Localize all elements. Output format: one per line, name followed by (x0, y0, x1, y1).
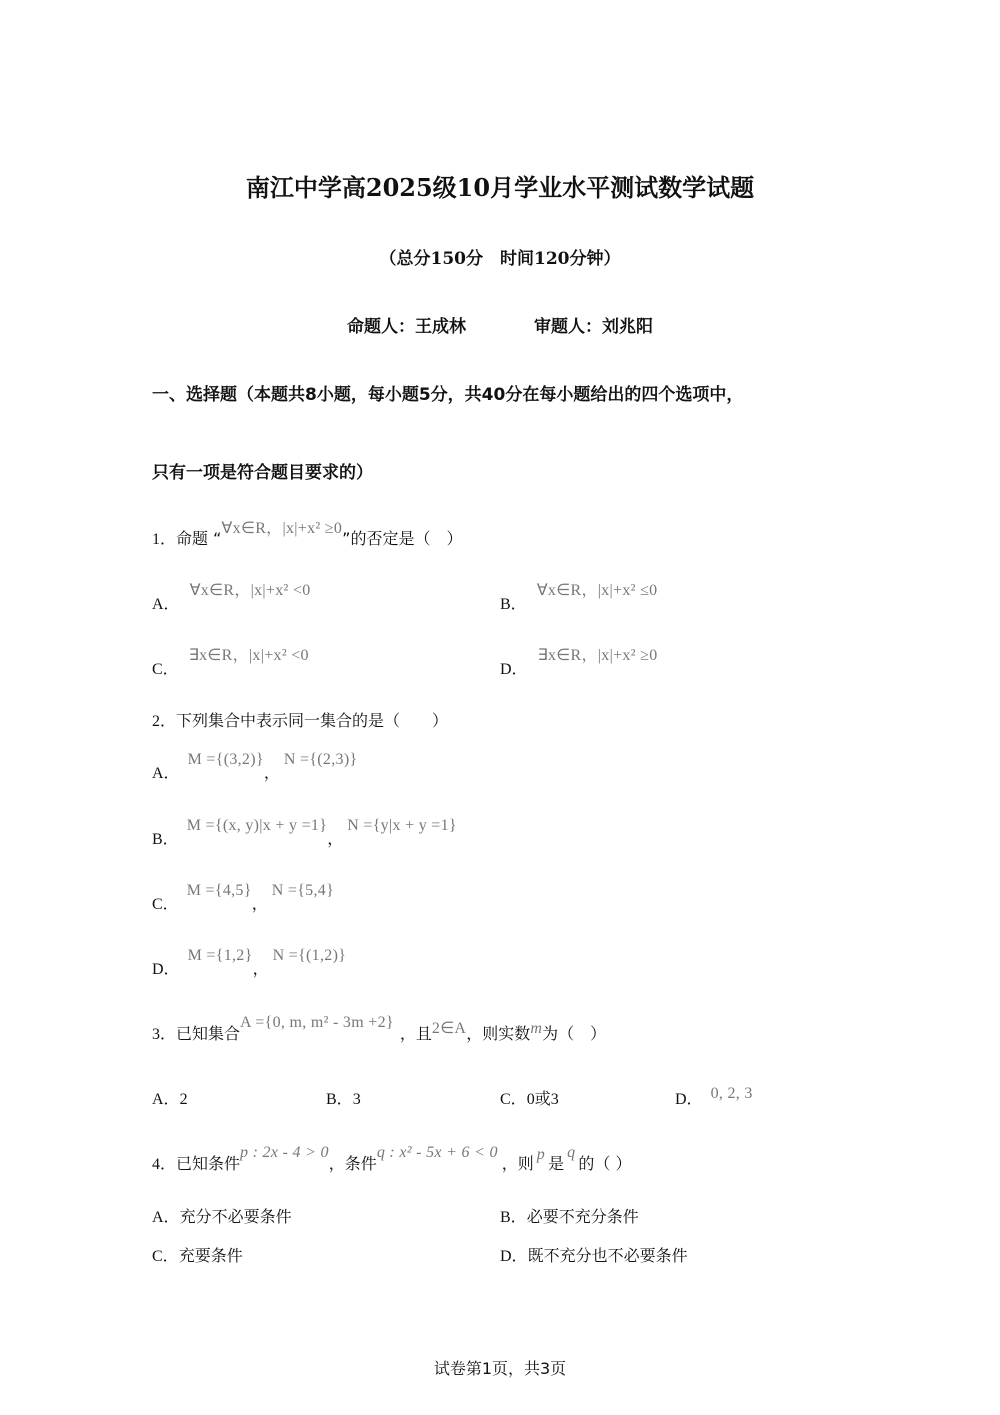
q3-option-d[interactable] (675, 1085, 753, 1109)
variable: m (530, 1020, 543, 1037)
variable-q: q (567, 1144, 576, 1161)
set-m: M ={(x, y)|x + y =1} (186, 817, 328, 834)
set-n: N ={5,4} (271, 882, 335, 899)
separator: ， (327, 829, 344, 848)
reviewer: 审题人：刘兆阳 (534, 317, 653, 337)
set-m: M ={1,2} (187, 947, 253, 964)
option-label: D． (152, 961, 180, 978)
q2-option-a[interactable] (152, 751, 358, 783)
q2-option-c[interactable] (152, 882, 335, 914)
q1-option-a[interactable] (152, 582, 311, 614)
question-1 (152, 520, 463, 549)
question-text: 已知条件 (176, 1154, 241, 1173)
q1-option-b[interactable] (500, 582, 658, 614)
option-text: 既不充分也不必要条件 (527, 1246, 688, 1265)
q4-option-a[interactable] (152, 1204, 292, 1227)
option-label: B． (152, 831, 179, 848)
option-formula: 0, 2, 3 (710, 1085, 753, 1102)
q4-option-c[interactable] (152, 1243, 243, 1266)
option-label: D． (500, 661, 528, 678)
exam-info: （总分150分 时间120分钟） (379, 249, 621, 269)
option-label: B． (500, 596, 527, 613)
option-label: B． (500, 1209, 527, 1226)
option-text: 充分不必要条件 (179, 1207, 292, 1226)
q3-option-a[interactable] (152, 1086, 188, 1109)
page-title: 南江中学高2025级10月学业水平测试数学试题 (245, 173, 755, 202)
question-number: 2． (152, 713, 177, 730)
variable-p: p (536, 1146, 546, 1163)
option-text: 2 (179, 1091, 188, 1108)
formula: 2∈A (431, 1020, 467, 1037)
option-text: 必要不充分条件 (526, 1207, 639, 1226)
option-label: A． (152, 596, 180, 613)
question-text: ，则实数 (466, 1024, 531, 1043)
question-text: 为（ ） (542, 1024, 607, 1043)
section-heading-line2: 只有一项是符合题目要求的） (152, 463, 373, 483)
set-n: N ={(2,3)} (283, 751, 358, 768)
question-text: 的（ ） (578, 1154, 632, 1173)
question-text: ，条件 (328, 1154, 377, 1173)
question-number: 4． (152, 1156, 177, 1173)
option-formula: ∃x∈R，|x|+x² <0 (188, 647, 309, 664)
q1-option-c[interactable] (152, 647, 309, 679)
option-text: 3 (352, 1091, 361, 1108)
set-n: N ={y|x + y =1} (347, 817, 457, 834)
option-label: B． (326, 1091, 353, 1108)
option-formula: ∀x∈R，|x|+x² ≤0 (536, 582, 658, 599)
set-m: M ={(3,2)} (187, 751, 264, 768)
option-label: A． (152, 1209, 180, 1226)
option-label: C． (152, 1248, 179, 1265)
authors-line (0, 312, 1000, 337)
formula: ∀x∈R，|x|+x² ≥0 (221, 520, 343, 537)
option-text: 0或3 (526, 1091, 559, 1108)
question-number: 1． (152, 531, 177, 548)
question-4 (152, 1144, 632, 1174)
option-formula: ∀x∈R，|x|+x² <0 (189, 582, 311, 599)
option-label: A． (152, 765, 180, 782)
question-text: ，且 (399, 1024, 432, 1043)
option-label: C． (152, 661, 179, 678)
option-label: C． (152, 896, 179, 913)
question-text: 命题 “ (176, 529, 222, 548)
q3-option-b[interactable] (326, 1086, 361, 1109)
question-3 (152, 1014, 607, 1044)
formula: A ={0, m, m² - 3m +2} (240, 1014, 394, 1031)
section-heading-line1: 一、选择题（本题共8小题，每小题5分，共40分在每小题给出的四个选项中， (152, 385, 744, 405)
separator: ， (251, 894, 268, 913)
author: 命题人：王成林 (347, 317, 466, 337)
q2-option-d[interactable] (152, 947, 347, 979)
option-label: D． (675, 1091, 703, 1108)
separator: ， (263, 763, 280, 782)
q3-option-c[interactable] (500, 1086, 559, 1109)
option-formula: ∃x∈R，|x|+x² ≥0 (537, 647, 658, 664)
q1-option-d[interactable] (500, 647, 658, 679)
question-text: ，则 (501, 1154, 534, 1173)
option-label: D． (500, 1248, 528, 1265)
set-m: M ={4,5} (186, 882, 252, 899)
page-footer: 试卷第1页，共3页 (433, 1359, 567, 1378)
question-text: ”的否定是（ ） (342, 529, 463, 548)
q4-option-d[interactable] (500, 1243, 688, 1266)
option-label: C． (500, 1091, 527, 1108)
question-text: 已知集合 (176, 1024, 241, 1043)
option-label: A． (152, 1091, 180, 1108)
q2-option-b[interactable] (152, 817, 457, 849)
question-text: 是 (548, 1154, 565, 1173)
option-text: 充要条件 (178, 1246, 243, 1265)
condition-p: p : 2x - 4 > 0 (240, 1144, 329, 1161)
question-text: 下列集合中表示同一集合的是（ ） (176, 711, 449, 730)
question-number: 3． (152, 1026, 177, 1043)
q4-option-b[interactable] (500, 1204, 639, 1227)
separator: ， (252, 959, 269, 978)
set-n: N ={(1,2)} (272, 947, 347, 964)
condition-q: q : x² - 5x + 6 < 0 (376, 1144, 498, 1161)
question-2 (152, 708, 448, 731)
